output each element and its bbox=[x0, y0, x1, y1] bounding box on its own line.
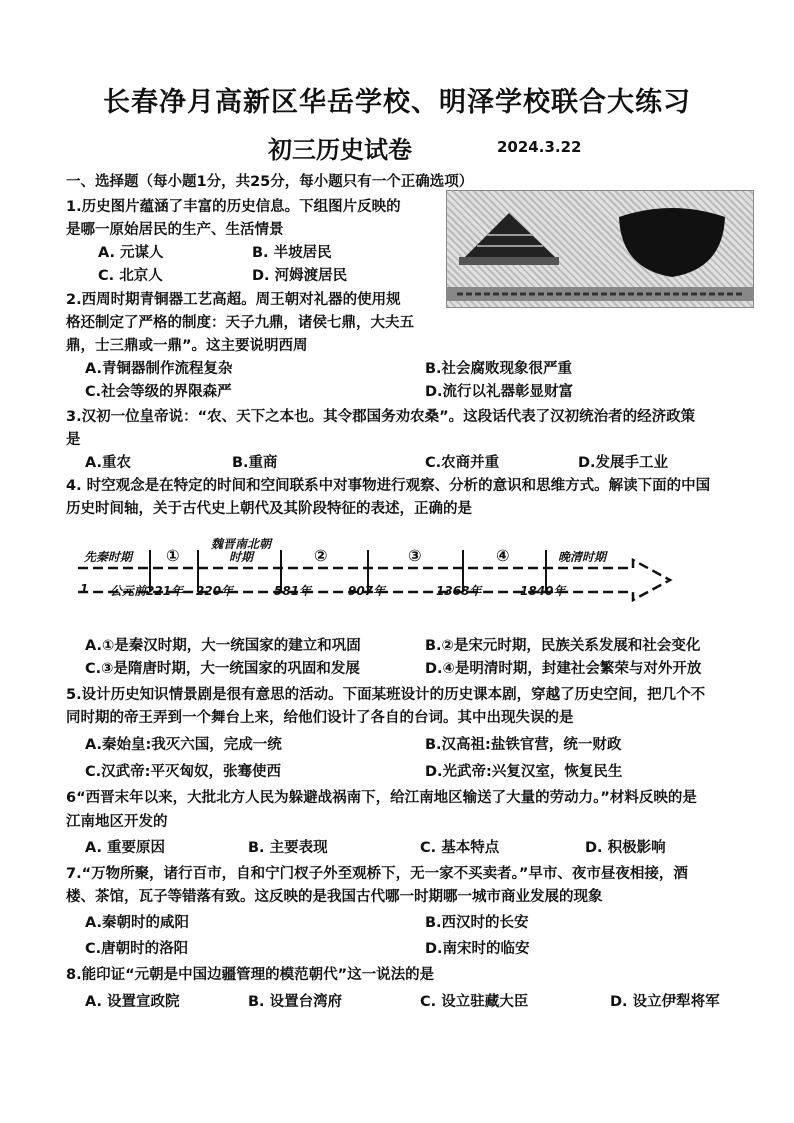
q6-option-c: C. 基本特点 bbox=[420, 840, 500, 856]
q4-stem-line2: 历史时间轴，关于古代史上朝代及其阶段特征的表述，正确的是 bbox=[66, 501, 472, 517]
q1-stem-line1: 1.历史图片蕴涵了丰富的历史信息。下组图片反映的 bbox=[66, 199, 401, 215]
q3-stem-line1: 3.汉初一位皇帝说：“农、天下之本也。其令郡国务劝农桑”。这段话代表了汉初统治者的经济政策 bbox=[66, 409, 696, 425]
q7-stem-line2: 楼、茶馆，瓦子等错落有致。这反映的是我国古代哪一时期哪一城市商业发展的现象 bbox=[66, 889, 603, 905]
exam-subtitle: 初三历史试卷 bbox=[268, 135, 412, 164]
timeline-label-1: ① bbox=[166, 546, 180, 565]
q7-option-d: D.南宋时的临安 bbox=[425, 941, 530, 957]
q8-option-b: B. 设置台湾府 bbox=[248, 994, 343, 1010]
q2-option-c: C.社会等级的界限森严 bbox=[85, 384, 232, 400]
q4-stem-line1: 4. 时空观念是在特定的时间和空间联系中对事物进行观察、分析的意识和思维方式。解读下面的中国 bbox=[66, 478, 711, 494]
q8-option-a: A. 设置宣政院 bbox=[85, 994, 180, 1010]
q3-option-d: D.发展手工业 bbox=[578, 455, 669, 471]
q5-option-b: B.汉高祖:盐铁官营，统一财政 bbox=[425, 737, 622, 753]
timeline-year-1: 公元前221年 bbox=[110, 584, 184, 598]
q2-option-a: A.青铜器制作流程复杂 bbox=[85, 361, 233, 377]
q1-photo-illustration bbox=[447, 191, 753, 307]
q7-option-c: C.唐朝时的洛阳 bbox=[85, 941, 189, 957]
q7-stem-line1: 7.“万物所聚，诸行百市，自和宁门杈子外至观桥下，无一家不买卖者。”早市、夜市昼夜相接，酒 bbox=[66, 866, 688, 882]
history-timeline bbox=[78, 530, 678, 610]
timeline-year-5: 1368年 bbox=[436, 584, 482, 598]
pottery-bowl-shape bbox=[619, 208, 725, 277]
q1-stem-line2: 是哪一原始居民的生产、生活情景 bbox=[66, 222, 284, 238]
exam-title: 长春净月高新区华岳学校、明泽学校联合大练习 bbox=[103, 87, 691, 118]
section-heading: 一、选择题（每小题1分，共25分，每小题只有一个正确选项） bbox=[66, 174, 474, 190]
q2-option-d: D.流行以礼器彰显财富 bbox=[425, 384, 574, 400]
q6-option-d: D. 积极影响 bbox=[585, 840, 666, 856]
q1-option-c: C. 北京人 bbox=[98, 268, 163, 284]
q5-option-c: C.汉武帝:平灭匈奴，张骞使西 bbox=[85, 764, 281, 780]
timeline-label-6: 晚清时期 bbox=[558, 550, 607, 564]
q5-option-d: D.光武帝:兴复汉室，恢复民生 bbox=[425, 764, 623, 780]
q1-option-a: A. 元谋人 bbox=[98, 245, 164, 261]
q2-stem-line2: 格还制定了严格的制度：天子九鼎，诸侯七鼎，大夫五 bbox=[66, 315, 414, 331]
timeline-label-2: 魏晋南北朝时期 bbox=[210, 537, 271, 564]
q2-stem-line1: 2.西周时期青铜器工艺高超。周王朝对礼器的使用规 bbox=[66, 292, 401, 308]
q2-option-b: B.社会腐败现象很严重 bbox=[425, 361, 573, 377]
timeline-year-4: 907年 bbox=[348, 584, 386, 598]
exam-date: 2024.3.22 bbox=[497, 138, 582, 156]
q3-option-c: C.农商并重 bbox=[425, 455, 500, 471]
q8-stem-line1: 8.能印证“元朝是中国边疆管理的模范朝代”这一说法的是 bbox=[66, 967, 435, 983]
timeline-label-3: ② bbox=[314, 546, 328, 565]
timeline-year-6: 1840年 bbox=[520, 584, 566, 598]
timeline-year-3: 581年 bbox=[274, 584, 312, 598]
q1-option-d: D. 河姆渡居民 bbox=[252, 268, 348, 284]
q5-stem-line1: 5.设计历史知识情景剧是很有意思的活动。下面某班设计的历史课本剧，穿越了历史空间，把几个不 bbox=[66, 687, 706, 703]
q2-stem-line3: 鼎，士三鼎或一鼎”。这主要说明西周 bbox=[66, 338, 308, 354]
timeline-year-2: 220年 bbox=[196, 584, 234, 598]
q5-option-a: A.秦始皇:我灭六国，完成一统 bbox=[85, 737, 282, 753]
q4-option-a: A.①是秦汉时期，大一统国家的建立和巩固 bbox=[85, 638, 361, 654]
q1-photo bbox=[446, 190, 754, 308]
q4-option-d: D.④是明清时期，封建社会繁荣与对外开放 bbox=[425, 661, 702, 677]
q1-option-b: B. 半坡居民 bbox=[252, 245, 332, 261]
q5-stem-line2: 同时期的帝王弄到一个舞台上来，给他们设计了各自的台词。其中出现失误的是 bbox=[66, 710, 574, 726]
q3-option-b: B.重商 bbox=[232, 455, 278, 471]
q6-option-b: B. 主要表现 bbox=[248, 840, 328, 856]
timeline-year-0: 1 bbox=[80, 582, 89, 596]
q8-option-d: D. 设立伊犁将军 bbox=[610, 994, 720, 1010]
q8-option-c: C. 设立驻藏大臣 bbox=[420, 994, 529, 1010]
q6-stem-line1: 6“西晋末年以来，大批北方人民为躲避战祸南下，给江南地区输送了大量的劳动力。”材料反映的是 bbox=[66, 790, 697, 806]
q4-option-b: B.②是宋元时期，民族关系发展和社会变化 bbox=[425, 638, 701, 654]
q6-stem-line2: 江南地区开发的 bbox=[66, 814, 168, 830]
q4-option-c: C.③是隋唐时期，大一统国家的巩固和发展 bbox=[85, 661, 360, 677]
timeline-label-4: ③ bbox=[408, 546, 422, 565]
q7-option-a: A.秦朝时的咸阳 bbox=[85, 915, 189, 931]
timeline-label-5: ④ bbox=[496, 546, 510, 565]
q6-option-a: A. 重要原因 bbox=[85, 840, 166, 856]
q3-option-a: A.重农 bbox=[85, 455, 131, 471]
q7-option-b: B.西汉时的长安 bbox=[425, 915, 529, 931]
timeline-label-0: 先秦时期 bbox=[84, 550, 133, 564]
q3-stem-line2: 是 bbox=[66, 432, 81, 448]
